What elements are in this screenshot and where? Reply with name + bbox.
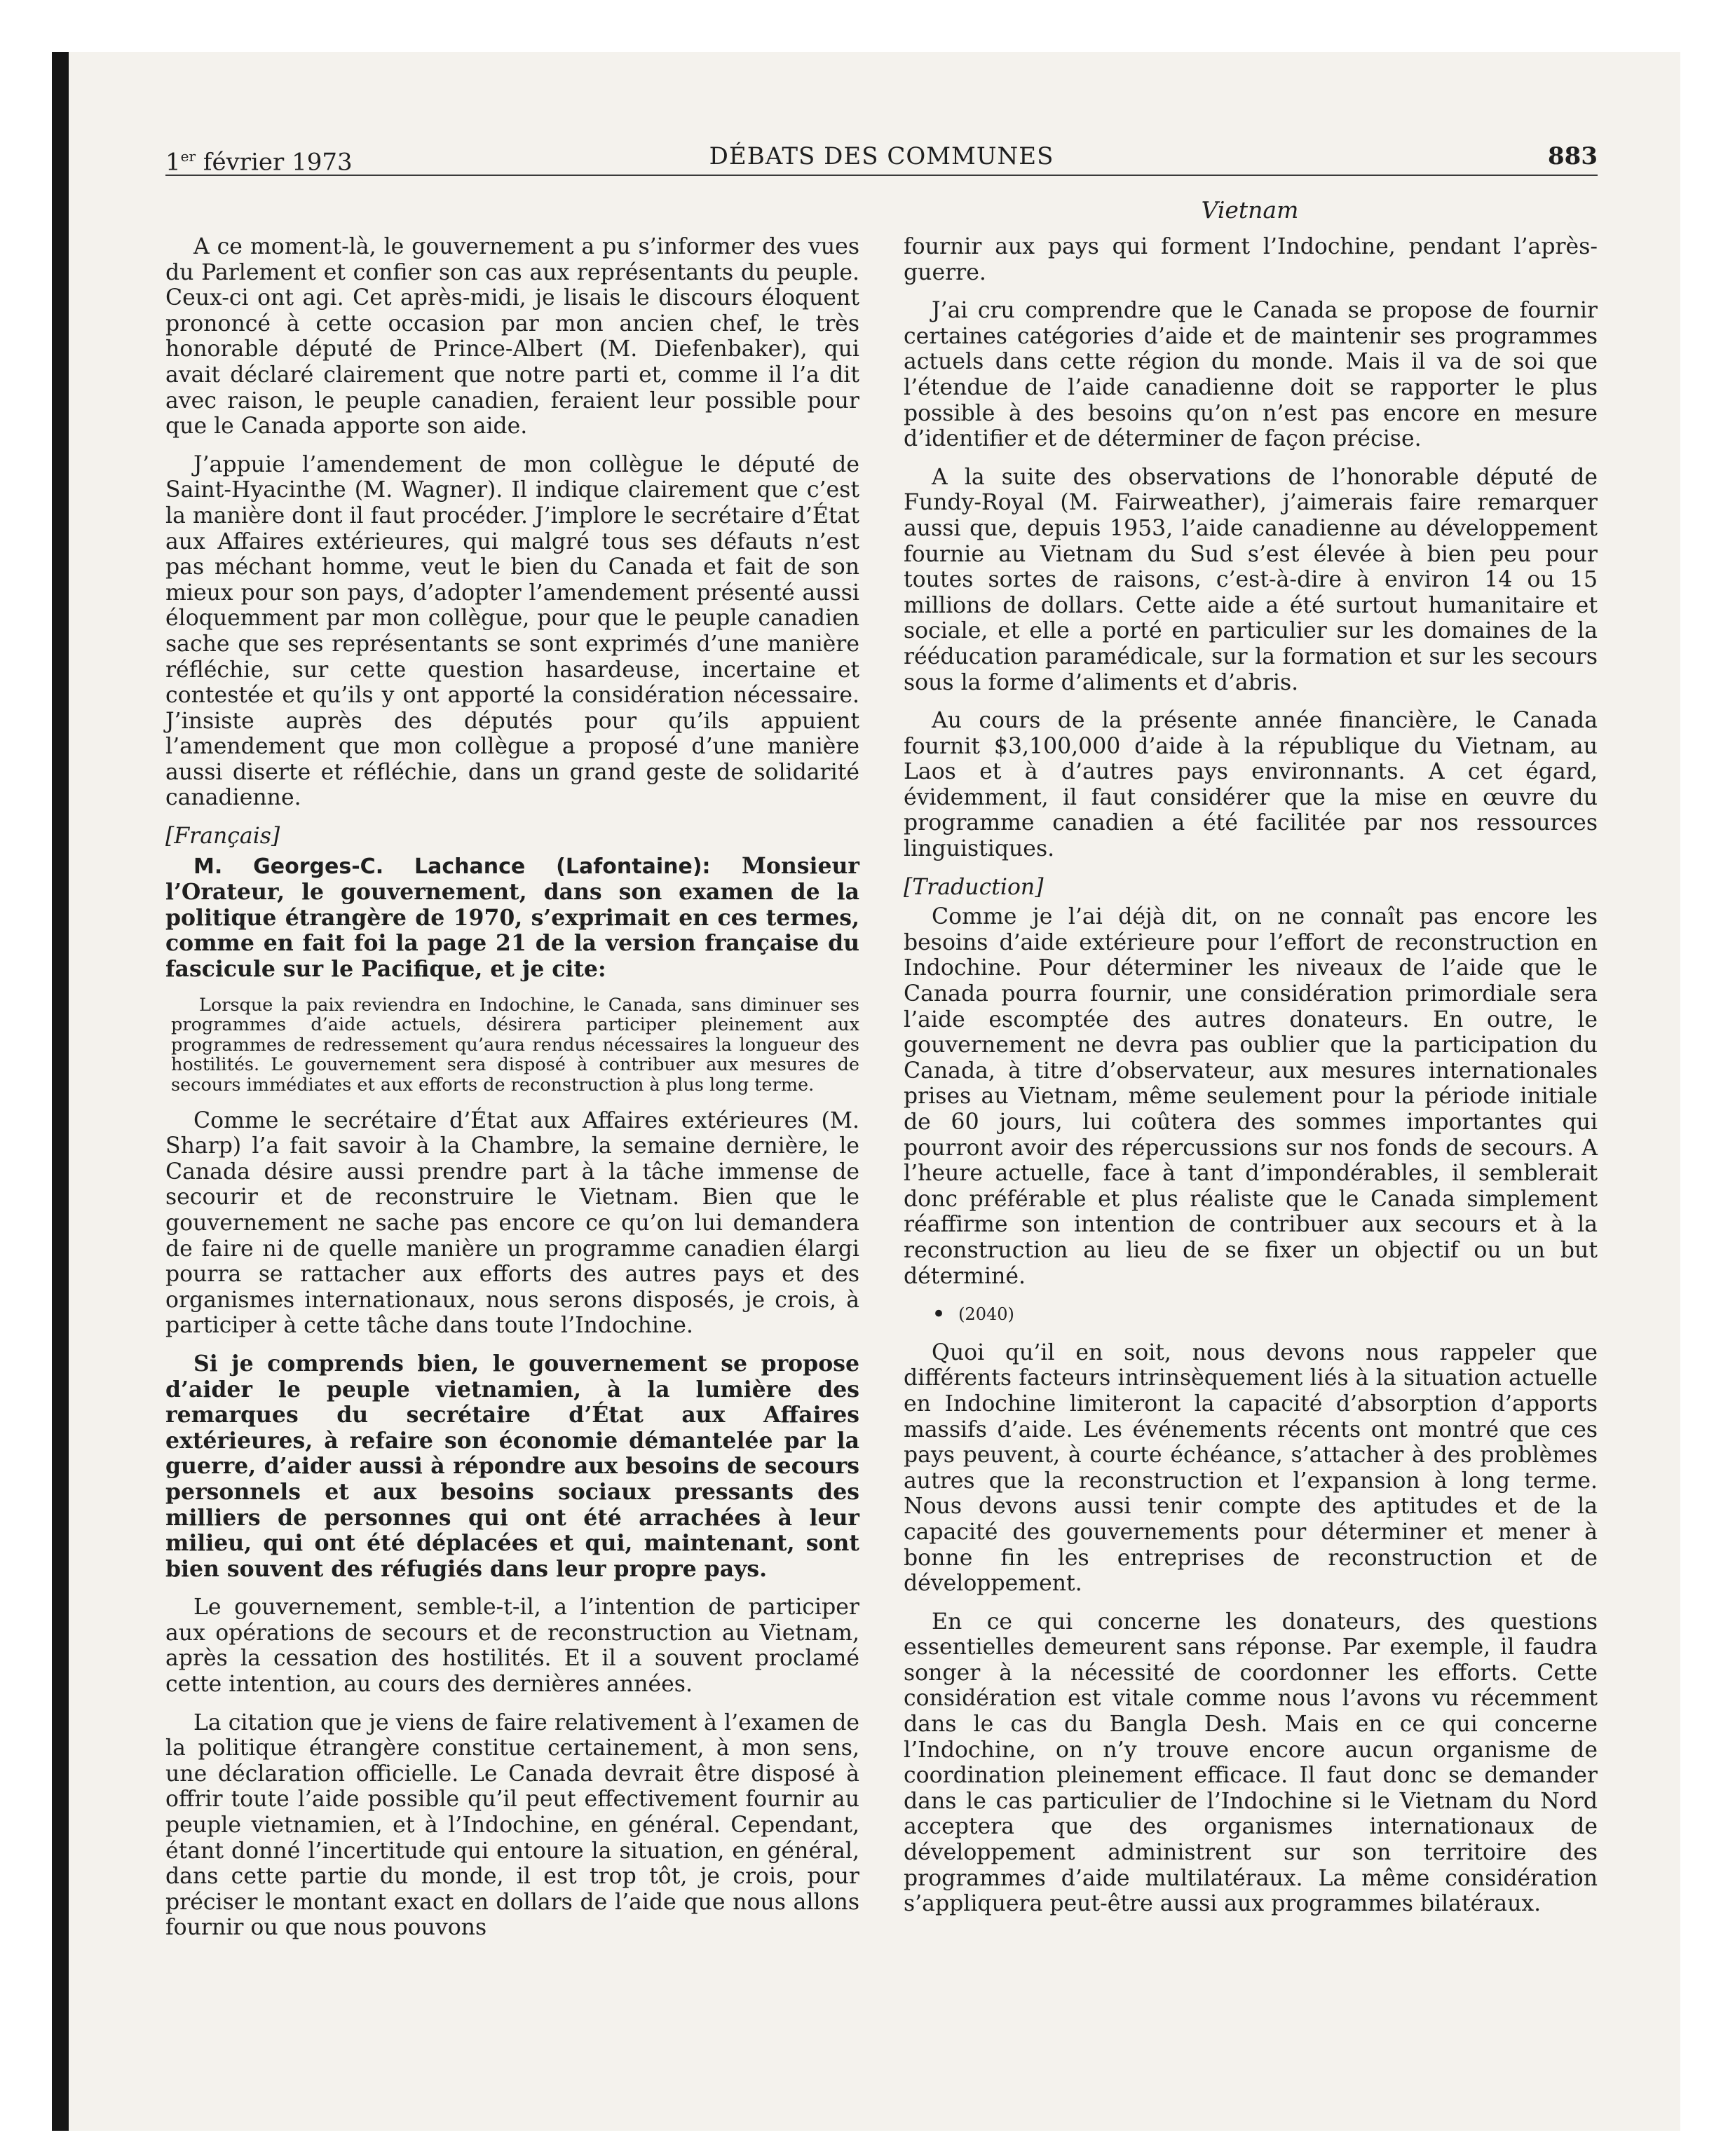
paragraph: Si je comprends bien, le gouvernement se propose d’aider le peuple vietnamien, à la lumière des remarques du secrétaire d’État aux Affaires extérieures, à refaire son économie démantelée par la guerre, d’aider aussi à répondre aux besoins de secours personnels et aux besoins sociaux pressants des milliers de personnes qui ont été arrachées à leur milieu, qui ont été déplacées et qui, maintenant, sont bien souvent des réfugiés dans leur propre pays. [165,1350,859,1582]
paragraph: A ce moment-là, le gouvernement a pu s’informer des vues du Parlement et confier son cas aux représentants du peuple. Ceux-ci ont agi. Cet après-midi, je lisais le discours éloquent prononcé à cette occasion par mon ancien chef, le très honorable député de Prince-Albert (M. Diefenbaker), qui avait déclaré clairement que notre parti et, comme il l’a dit avec raison, le peuple canadien, feraient leur possible pour que le Canada apporte son aide. [165,234,859,439]
header-date-month-year: février 1973 [196,148,353,177]
speaker-name: M. Georges-C. Lachance (Lafontaine): [193,854,711,879]
language-label: [Français] [165,824,280,850]
paragraph: Quoi qu’il en soit, nous devons nous rappeler que différents facteurs intrinsèquement liés à la situation actuelle en Indochine limiteront la capacité d’absorption d’apports massifs d’aide. Les événements récents ont montré que ces pays peuvent, à courte échéance, s’attacher à des problèmes autres que la reconstruction et l’expansion à long terme. Nous devons aussi tenir compte des aptitudes et de la capacité des gouvernements pour déterminer et mener à bonne fin les entreprises de reconstruction et de développement. [904,1339,1598,1597]
header-date-day: 1 [165,148,181,177]
paragraph: Au cours de la présente année financière, le Canada fournit $3,100,000 d’aide à la république du Vietnam, au Laos et à d’autres pays environnants. A cet égard, évidemment, il faut considérer que la mise en œuvre du programme canadien a été facilitée par nos ressources linguistiques. [904,708,1598,862]
paragraph: Comme je l’ai déjà dit, on ne connaît pas encore les besoins d’aide extérieure pour l’effort de reconstruction en Indochine. Pour déterminer les niveaux de l’aide que le Canada pourra fournir, une considération primordiale sera l’aide escomptée des autres donateurs. En outre, le gouvernement ne devra pas oublier que la participation du Canada, à titre d’observateur, aux mesures internationales prises au Vietnam, même seulement pour la période initiale de 60 jours, lui coûtera des sommes importantes qui pourront avoir des répercussions sur nos fonds de secours. A l’heure actuelle, face à tant d’impondérables, il semblerait donc préférable et plus réaliste que le Canada simplement réaffirme son intention de contribuer aux secours et à la reconstruction au lieu de se fixer un objectif ou un but déterminé. [904,904,1598,1289]
page-number: 883 [1548,142,1598,170]
speaker-paragraph [165,854,859,983]
left-column [165,234,859,1953]
scan-edge [52,52,69,2131]
paragraph: J’ai cru comprendre que le Canada se propose de fournir certaines catégories d’aide et de maintenir ses programmes actuels dans cette région du monde. Mais il va de soi que l’étendue de l’aide canadienne doit se rapporter le plus possible à des besoins qu’on n’est pas encore en mesure d’identifier et de déterminer de façon précise. [904,298,1598,452]
paragraph: J’appuie l’amendement de mon collègue le député de Saint-Hyacinthe (M. Wagner). Il indique clairement que c’est la manière dont il faut procéder. J’implore le secrétaire d’État aux Affaires extérieures, qui malgré tous ses défauts n’est pas méchant homme, veut le bien du Canada et fait de son mieux pour son pays, d’adopter l’amendement présenté aussi éloquemment par mon collègue, pour que le peuple canadien sache que ses représentants se sont exprimés d’une manière réfléchie, sur cette question hasardeuse, incertaine et contestée et qu’ils y ont apporté la considération nécessaire. J’insiste auprès des députés pour qu’ils appuient l’amendement que mon collègue a proposé d’une manière aussi diserte et réfléchie, dans un grand geste de solidarité canadienne. [165,451,859,811]
block-quote: Lorsque la paix reviendra en Indochine, le Canada, sans diminuer ses programmes d’aide actuels, désirera participer pleinement aux programmes de redressement qu’aura rendus nécessaires la longueur des hostilités. Le gouvernement sera disposé à contribuer aux mesures de secours immédiates et aux efforts de reconstruction à plus long terme. [171,994,859,1096]
running-header [165,142,1598,176]
paragraph: En ce qui concerne les donateurs, des questions essentielles demeurent sans réponse. Par exemple, il faudra songer à la nécessité de coordonner les efforts. Cette considération est vitale comme nous l’avons vu récemment dans le cas du Bangla Desh. Mais en ce qui concerne l’Indochine, on n’y trouve encore aucun organisme de coordination pleinement efficace. Il faut donc se demander dans le cas particulier de l’Indochine si le Vietnam du Nord acceptera que des organismes internationaux de développement administrent sur son territoire des programmes d’aide multilatéraux. La même considération s’appliquera peut-être aussi aux programmes bilatéraux. [904,1609,1598,1917]
paragraph: fournir aux pays qui forment l’Indochine, pendant l’après-guerre. [904,234,1598,285]
language-label: [Traduction] [904,874,1044,900]
paragraph: Comme le secrétaire d’État aux Affaires extérieures (M. Sharp) l’a fait savoir à la Chambre, la semaine dernière, le Canada désire aussi prendre part à la tâche immense de secourir et de reconstruire le Vietnam. Bien que le gouvernement ne sache pas encore ce qu’on lui demandera de faire ni de quelle manière un programme canadien élargi pourra se rattacher aux efforts des autres pays et des organismes internationaux, nous serons disposés, je crois, à participer à cette tâche dans toute l’Indochine. [165,1107,859,1339]
right-column [904,234,1598,1930]
time-marker [904,1302,1598,1328]
header-date-superscript: er [180,148,196,165]
paragraph: La citation que je viens de faire relativement à l’examen de la politique étrangère constitue certainement, à mon sens, une déclaration officielle. Le Canada devrait être disposé à offrir toute l’aide possible qu’il peut effectivement fournir au peuple vietnamien, et à l’Indochine, en général. Cependant, étant donné l’incertitude qui entoure la situation, en général, dans cette partie du monde, il est trop tôt, je crois, pour préciser le montant exact en dollars de l’aide que nous allons fournir ou que nous pouvons [165,1710,859,1941]
paragraph-text: Monsieur l’Orateur, le gouvernement, dans son examen de la politique étrangère de 1970, s’exprimait en ces termes, comme en fait foi la page 21 de la version française du fascicule sur le Pacifique, et je cite: [165,852,859,983]
topic-heading: Vietnam [1201,196,1299,224]
paragraph: A la suite des observations de l’honorable député de Fundy-Royal (M. Fairweather), j’aimerais faire remarquer aussi que, depuis 1953, l’aide canadienne au développement fournie au Vietnam du Sud s’est élevée à bien peu pour toutes sortes de raisons, c’est-à-dire à environ 14 ou 15 millions de dollars. Cette aide a été surtout humanitaire et sociale, et elle a porté en particulier sur les domaines de la rééducation paramédicale, sur la formation et sur les secours sous la forme d’aliments et d’abris. [904,464,1598,695]
paragraph: Le gouvernement, semble-t-il, a l’intention de participer aux opérations de secours et de reconstruction au Vietnam, après la cessation des hostilités. Et il a souvent proclamé cette intention, au cours des dernières années. [165,1595,859,1698]
bullet-icon: • [932,1300,946,1329]
header-title: DÉBATS DES COMMUNES [709,142,1054,170]
time-marker-text: (2040) [958,1304,1014,1325]
